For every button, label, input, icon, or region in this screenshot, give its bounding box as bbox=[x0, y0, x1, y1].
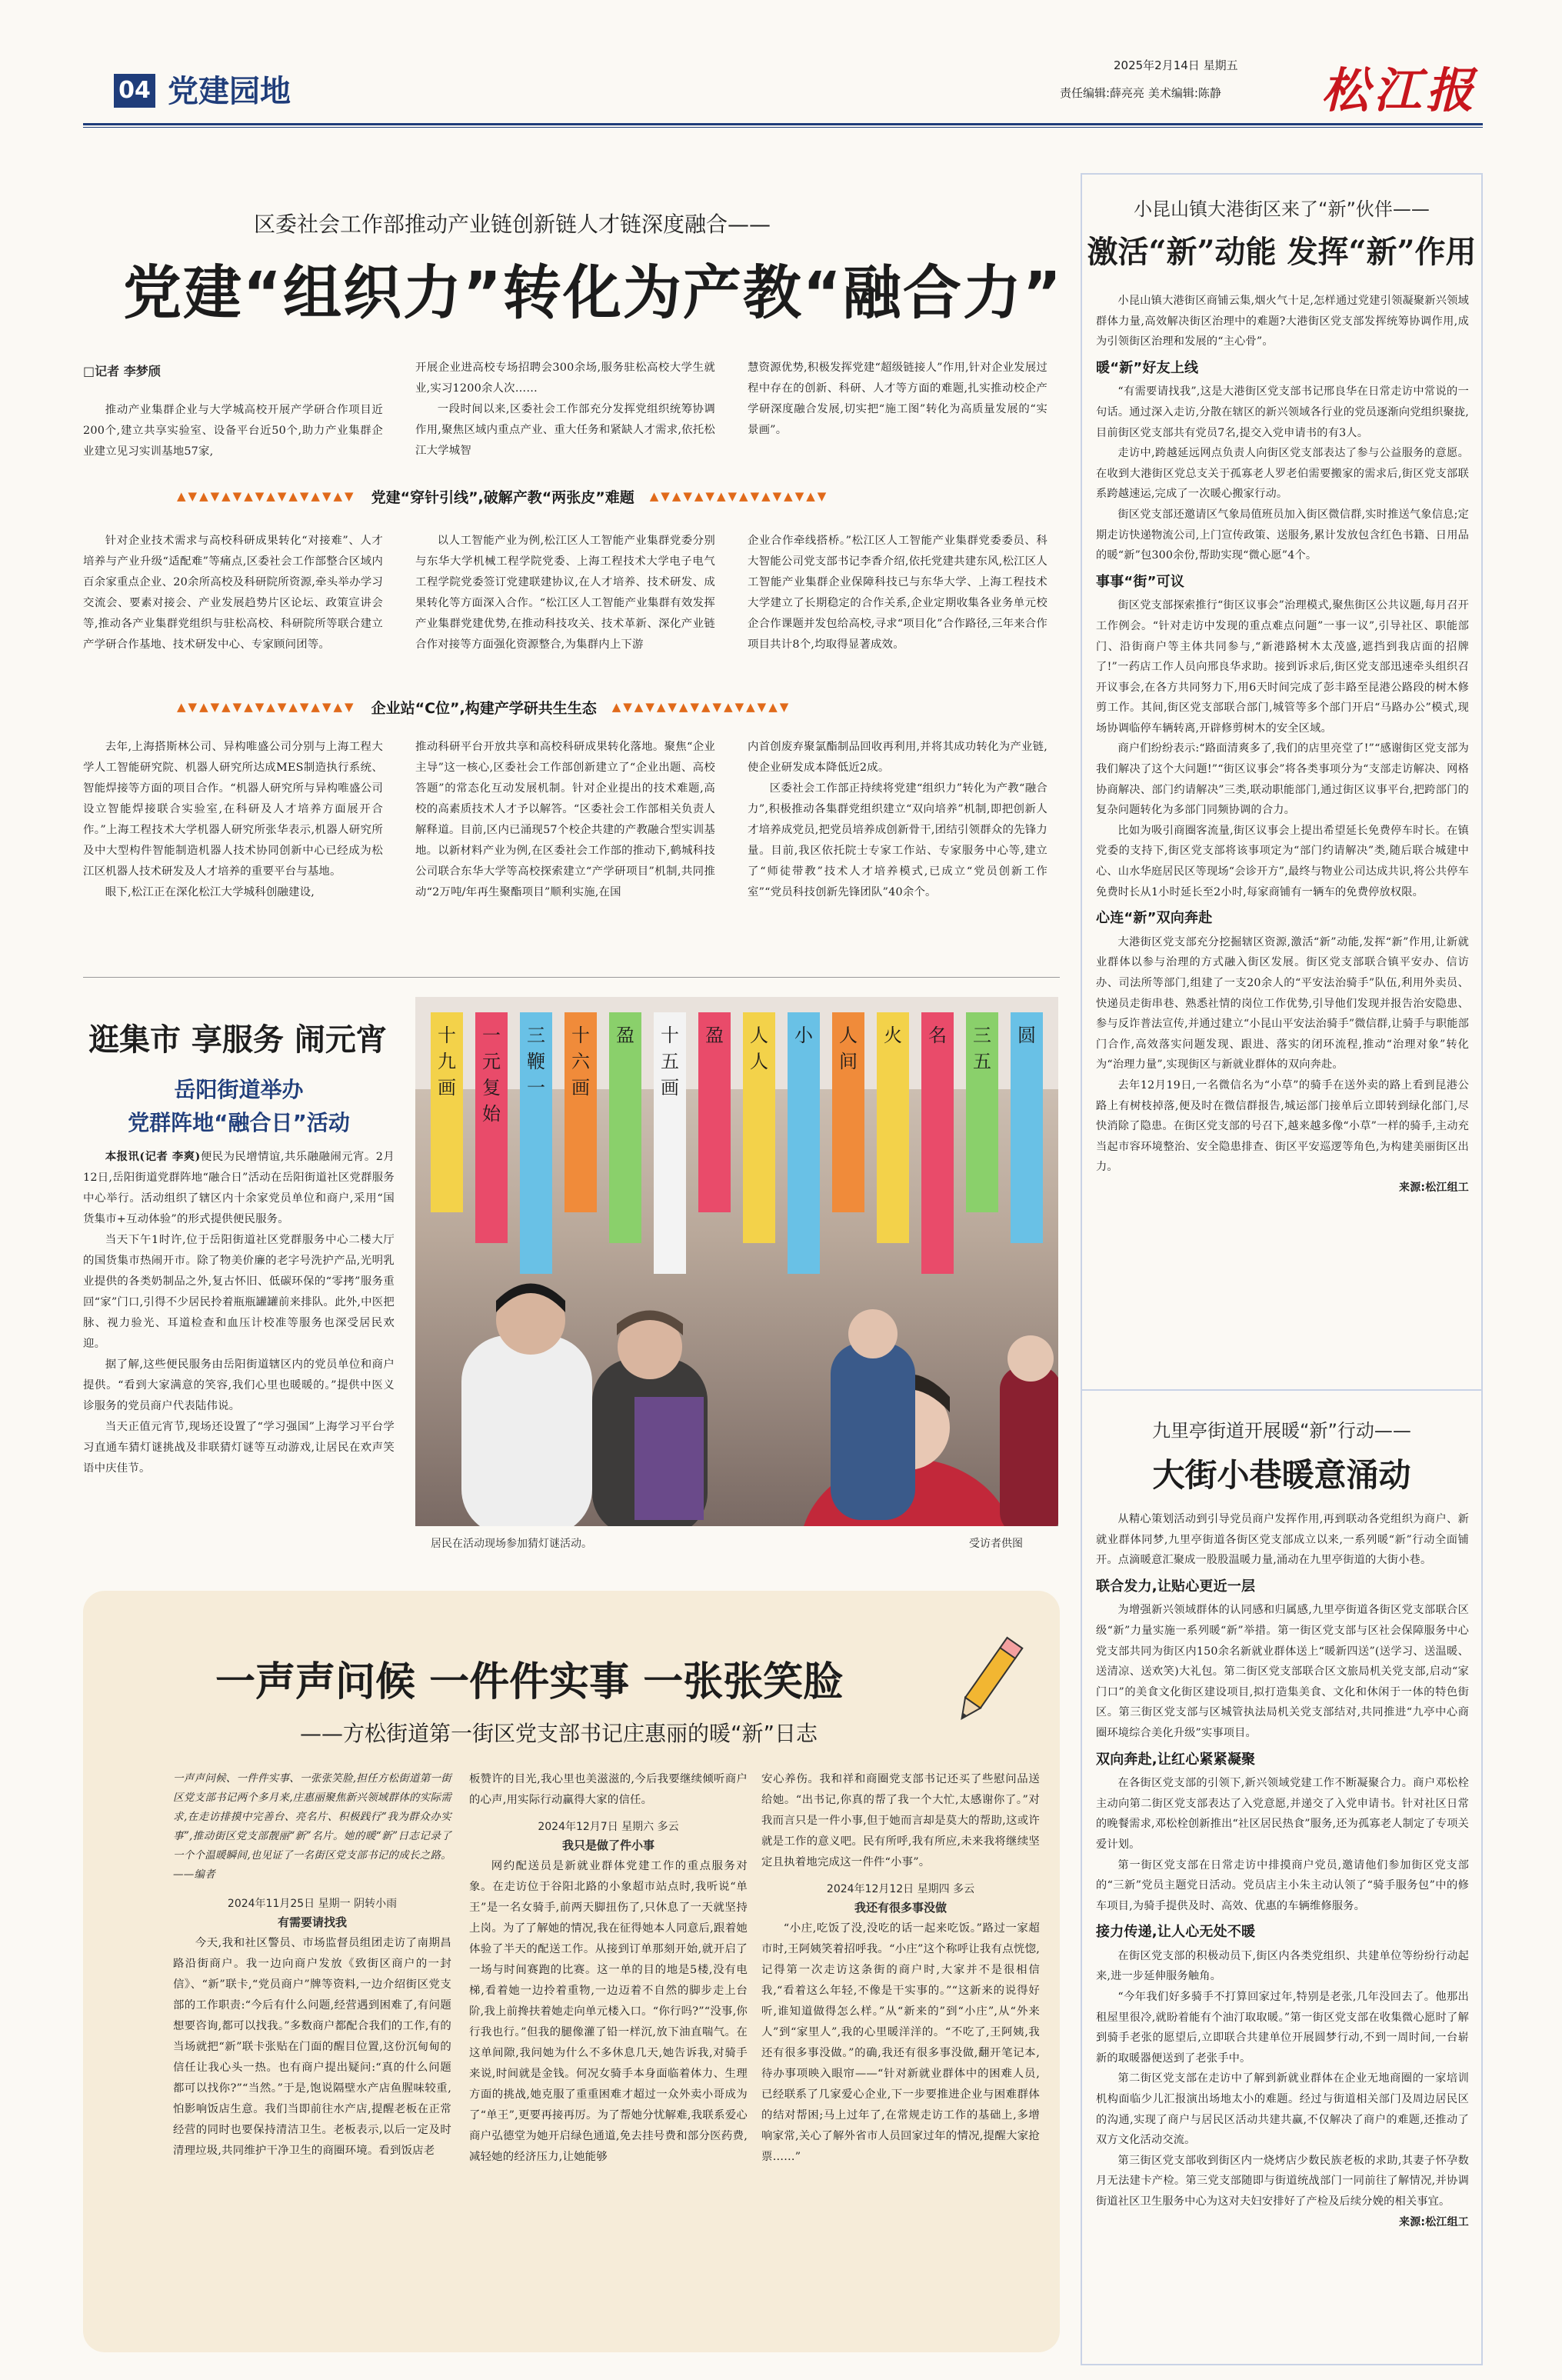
lantern-riddle-char: 盈 bbox=[616, 1025, 634, 1046]
lantern-riddle-char: 画 bbox=[661, 1077, 679, 1098]
lantern-riddle-char: 始 bbox=[482, 1103, 501, 1125]
right-top-source: 来源:松江组工 bbox=[1399, 1181, 1469, 1194]
right-bottom-headline: 大街小巷暖意涌动 bbox=[1152, 1456, 1411, 1494]
entry-2-date: 2024年12月7日 星期六 多云 bbox=[538, 1821, 679, 1833]
lantern-riddle-char: 鞭 bbox=[527, 1051, 545, 1072]
triangle-decoration: ▲▼▲▼▲▼▲▼▲▼▲▼▲▼▲▼ bbox=[177, 700, 356, 714]
market-headline: 逛集市 享服务 闹元宵 bbox=[88, 1022, 387, 1058]
main-article-headline: 党建“组织力”转化为产教“融合力” bbox=[123, 258, 1063, 327]
photo-credit: 受访者供图 bbox=[969, 1538, 1023, 1550]
issue-date: 2025年2月14日 星期五 bbox=[1114, 58, 1238, 72]
diary-intro: 一声声问候、一件件实事、一张张笑脸,担任方松街道第一街区党支部书记两个多月来,庄惠丽聚焦新兴领域群体的实际需求,在走访排摸中完善台、亮名片、积极践行“我为群众办实事”,推动街区党支部靓丽“新”名片。她的暖“新”日志记录了一个个温暖瞬间,也见证了一名街区党支部书记的成长之路。——编者 bbox=[173, 1772, 451, 1881]
lantern-riddle-char: 画 bbox=[571, 1077, 590, 1098]
lantern-riddle-char: 间 bbox=[839, 1051, 858, 1072]
right-top-h2: 事事“街”可议 bbox=[1096, 573, 1185, 590]
header-rule bbox=[83, 123, 1483, 125]
entry-3-body: “小庄,吃饭了没,没吃的话一起来吃饭。”路过一家超市时,王阿姨笑着招呼我。“小庄”这个称呼让我有点恍惚,记得第一次走访这条街的商户时,大家并不是很相信我,“看着这么年轻,不像是干实事的。”“这新来的说得好听,谁知道做得怎么样。”从“新来的”到“小庄”,从“外来人”到“家里人”,我的心里暖洋洋的。“不吃了,王阿姨,我还有很多事没做。”的确,我还有很多事没做,翻开笔记本,待办事项映入眼帘——“针对新就业群体中的困难人员,已经联系了几家爱心企业,下一步要推进企业与困难群体的结对帮困;马上过年了,在常规走访工作的基础上,多增响家常,关心了解外省市人员回家过年的情况,提醒大家抢票……” bbox=[761, 1922, 1040, 2163]
page-header bbox=[83, 51, 1483, 120]
entry-3-title: 我还有很多事没做 bbox=[854, 1901, 947, 1915]
right-top-kicker: 小昆山镇大港街区来了“新”伙伴—— bbox=[1134, 198, 1430, 220]
right-bottom-h3: 接力传递,让人心无处不暖 bbox=[1096, 1924, 1256, 1941]
entry-1-title: 有需要请找我 bbox=[277, 1915, 347, 1929]
lantern-banner bbox=[475, 1012, 508, 1243]
s1-col1: 针对企业技术需求与高校科研成果转化“对接难”、人才培养与产业升级“适配难”等痛点,区委社会工作部整合区域内百余家重点企业、20余所高校及科研院所资源,牵头举办学习交流会、要素对接会、产业发展趋势片区论坛、政策宣讲会等,推动各产业集群党组织与驻松高校、科研院所等联合建立产学研合作基地、技术研发中心、专家顾问团等。 bbox=[83, 535, 383, 651]
main-article-kicker: 区委社会工作部推动产业链创新链人才链深度融合—— bbox=[254, 212, 771, 237]
lantern-riddle-photo bbox=[415, 997, 1058, 1526]
lantern-banner bbox=[1011, 1012, 1043, 1243]
triangle-decoration: ▲▼▲▼▲▼▲▼▲▼▲▼▲▼▲▼ bbox=[177, 489, 356, 503]
lantern-riddle-char: 一 bbox=[482, 1025, 501, 1046]
lantern-riddle-char: 五 bbox=[661, 1051, 679, 1072]
lantern-riddle-char: 一 bbox=[527, 1077, 545, 1098]
main-intro-col3: 慧资源优势,积极发挥党建“超级链接人”作用,针对企业发展过程中存在的创新、科研、人才等方面的难题,扎实推动校企产学研深度融合发展,切实把“施工图”转化为高质量发展的“实景画”。 bbox=[748, 362, 1047, 436]
diary-col2 bbox=[469, 1769, 748, 2168]
section-title: 党建园地 bbox=[168, 74, 291, 109]
lantern-riddle-char: 人 bbox=[750, 1025, 768, 1046]
lantern-riddle-char: 复 bbox=[482, 1077, 501, 1098]
lantern-riddle-char: 六 bbox=[571, 1051, 590, 1072]
subhead-2: 企业站“C位”,构建产学研共生生态 bbox=[371, 699, 597, 717]
diary-subhead: ——方松街道第一街区党支部书记庄惠丽的暖“新”日志 bbox=[300, 1721, 818, 1746]
entry-1-date: 2024年11月25日 星期一 阴转小雨 bbox=[227, 1898, 398, 1910]
page-number: 04 bbox=[114, 74, 155, 108]
lantern-riddle-char: 十 bbox=[661, 1025, 679, 1046]
subhead-1: 党建“穿针引线”,破解产教“两张皮”难题 bbox=[371, 488, 634, 506]
lantern-riddle-char: 五 bbox=[973, 1051, 991, 1072]
s1-col2: 以人工智能产业为例,松江区人工智能产业集群党委分别与东华大学机械工程学院党委、上海工程技术大学电子电气工程学院党委签订党建联建协议,在人才培养、技术研发、成果转化等方面深入合作。“松江区人工智能产业集群有效发挥产业集群党建优势,在推动科技攻关、技术革新、深化产业链合作对接等方面强化资源整合,为集群内上下游 bbox=[415, 535, 715, 651]
lantern-riddle-char: 十 bbox=[571, 1025, 590, 1046]
triangle-decoration: ▲▼▲▼▲▼▲▼▲▼▲▼▲▼▲▼ bbox=[611, 700, 791, 714]
right-top-headline: 激活“新”动能 发挥“新”作用 bbox=[1087, 234, 1477, 270]
triangle-decoration: ▲▼▲▼▲▼▲▼▲▼▲▼▲▼▲▼ bbox=[649, 489, 829, 503]
right-top-h1: 暖“新”好友上线 bbox=[1096, 359, 1199, 376]
main-intro-col2: 开展企业进高校专场招聘会300余场,服务驻松高校大学生就业,实习1200余人次…… 一段时间以来,区委社会工作部充分发挥党组织统筹协调作用,聚焦区域内重点产业、重大任务和紧缺人才需求,依托松江大学城智 bbox=[415, 362, 715, 457]
photo-illustration bbox=[415, 997, 1058, 1526]
subhead-2-bar bbox=[177, 694, 1046, 720]
lantern-banner bbox=[877, 1012, 909, 1243]
lantern-riddle-char: 九 bbox=[438, 1051, 456, 1072]
editors-line: 责任编辑:薛亮亮 美术编辑:陈静 bbox=[1060, 86, 1221, 100]
entry-2-body: 网约配送员是新就业群体党建工作的重点服务对象。在走访位于谷阳北路的小象超市站点时,我听说“单王”是一名女骑手,前两天脚扭伤了,只休息了一天就坚持上岗。为了了解她的情况,我在征得她本人同意后,跟着她体验了半天的配送工作。从接到订单那刻开始,就开启了一场与时间赛跑的比赛。这一单的目的地是5楼,没有电梯,看着她一边拎着重物,一边迈着不自然的脚步走上台阶,我上前搀扶着她走向单元楼入口。“你行吗?”“没事,你行我也行。”但我的腿像灌了铅一样沉,放下油直喘气。在这单间隙,我问她为什么不多休息几天,她告诉我,对骑手来说,时间就是金钱。何况女骑手本身面临着体力、生理方面的挑战,她克服了重重困难才超过一众外卖小哥成为了“单王”,更要再接再厉。为了帮她分忧解难,我联系爱心商户弘德堂为她开启绿色通道,免去挂号费和部分医药费,减轻她的经济压力,让她能够 bbox=[469, 1860, 748, 2163]
market-deck-1: 岳阳街道举办 bbox=[174, 1077, 304, 1102]
right-bottom-h1: 联合发力,让贴心更近一层 bbox=[1096, 1578, 1256, 1595]
market-body: 本报讯(记者 李爽)便民为民增情谊,共乐融融闹元宵。2月12日,岳阳街道党群阵地“融合日”活动在岳阳街道社区党群服务中心举行。活动组织了辖区内十余家党员单位和商户,采用“国货集市+互动体验”的形式提供便民服务。 当天下午1时许,位于岳阳街道社区党群服务中心二楼大厅的国货集市热闹开市。除了物美价廉的老字号洗护产品,光明乳业提供的各类奶制品之外,复古怀旧、低碳环保的“零拷”服务重回“家”门口,引得不少居民拎着瓶瓶罐罐前来排队。此外,中医把脉、视力验光、耳道检查和血压计校准等服务也深受居民欢迎。 据了解,这些便民服务由岳阳街道辖区内的党员单位和商户提供。“看到大家满意的笑容,我们心里也暖暖的。”提供中医义诊服务的党员商户代表陆伟说。 当天正值元宵节,现场还设置了“学习强国”上海学习平台学习直通车猜灯谜挑战及非联猜灯谜等互动游戏,让居民在欢声笑语中庆佳节。 bbox=[83, 1150, 395, 1475]
newspaper-logo: 松江报 bbox=[1321, 62, 1479, 118]
s2-col1: 去年,上海搭斯林公司、异构唯盛公司分别与上海工程大学人工智能研究院、机器人研究所达成MES制造执行系统、智能焊接等方面的项目合作。“机器人研究所与异构唯盛公司设立智能焊接联合实验室,在科研及人才培养方面展开合作。”上海工程技术大学机器人研究所张华表示,机器人研究所及中大型构件智能制造机器人技术协同创新中心已经成为松江区机器人技术研发及人才培养的重要平台与基地。 眼下,松江正在深化松江大学城科创融建设, bbox=[83, 741, 383, 898]
lantern-banner bbox=[921, 1012, 954, 1274]
right-top-body: 小昆山镇大港街区商铺云集,烟火气十足,怎样通过党建引领凝聚新兴领域群体力量,高效解决街区治理中的难题?大港街区党支部发挥统筹协调作用,成为引领街区治理和发展的“主心骨”。 暖“新”好友上线 “有需要请找我”,这是大港街区党支部书记邢良华在日常走访中常说的一句话。通过深入走访,分散在辖区的新兴领域各行业的党员逐渐向党组织聚拢,目前街区党支部共有党员7名,提交入党申请书的有3人。 走访中,跨越延远网点负责人向街区党支部表达了参与公益服务的意愿。在收到大港街区党总支关于孤寡老人罗老伯需要搬家的需求后,街区党支部联系跨越速运,完成了一次暖心搬家行动。 街区党支部还邀请区气象局值班员加入街区微信群,实时推送气象信息;定期走访快递物流公司,上门宣传政策、送服务,累计发放包含红色书籍、日用品的暖“新”包300余份,帮助实现“微心愿”4个。 事事“街”可议 街区党支部探索推行“街区议事会”治理模式,聚焦街区公共议题,每月召开工作例会。“针对走访中发现的重点难点问题”一事一议”,引导社区、职能部门、沿街商户等主体共同参与,“新港路树木太茂盛,遮挡到我店面的招牌了!”一药店工作人员向邢良华求助。接到诉求后,街区党支部迅速牵头组织召开议事会,在各方共同努力下,用6天时间完成了彭丰路至昆港公路段的树木修剪工作。其间,街区党支部联合部门,城管等多个部门开启“马路办公”模式,现场协调临停车辆转离,开辟修剪树木的安全区域。 商户们纷纷表示:“路面清爽多了,我们的店里亮堂了!”“感谢街区党支部为我们解决了这个大问题!”“街区议事会”将各类事项分为“支部走访解决、网格协商解决、部门约请解决”三类,联动职能部门,通过街区议事平台,把跨部门的复杂问题转化为多部门同频协调的合力。 比如为吸引商圈客流量,街区议事会上提出希望延长免费停车时长。在镇党委的支持下,街区党支部将该事项定为“部门约请解决”类,随后联合城建中心、山水华庭居民区等现场“会诊开方”,最终与物业公司达成共识,将公共停车免费时长从1小时延长至2小时,每家商铺有一辆车的免费停放权限。 心连“新”双向奔赴 大港街区党支部充分挖掘辖区资源,激活“新”动能,发挥“新”作用,让新就业群体以参与治理的方式融入街区发展。街区党支部联合镇平安办、信访办、司法所等部门,组建了一支20余人的“平安法治骑手”队伍,利用外卖员、快递员走街串巷、熟悉社情的岗位工作优势,引导他们发现并报告治安隐患、参与反诈普法宣传,并通过建立“小昆山平安法治骑手”微信群,让骑手与职能部门合作,高效落实问题发现、跟进、落实的闭环流程,推动“治理对象”转化为“治理力量”,实现街区与新就业群体的双向奔赴。 去年12月19日,一名微信名为“小草”的骑手在送外卖的路上看到昆港公路上有树枝掉落,便及时在微信群报告,城运部门接单后立即转到绿化部门,尽快消除了隐患。在街区党支部的号召下,越来越多像“小草”一样的骑手,主动充当起市容环境整治、安全隐患排查、街区平安巡逻等角色,为构建美丽街区出力。 来源:松江组工 bbox=[1096, 291, 1469, 1198]
market-deck-2: 党群阵地“融合日”活动 bbox=[128, 1110, 350, 1135]
right-bottom-h2: 双向奔赴,让红心紧紧凝聚 bbox=[1096, 1751, 1256, 1768]
lantern-riddle-char: 小 bbox=[794, 1025, 813, 1046]
entry-3-date: 2024年12月12日 星期四 多云 bbox=[826, 1883, 975, 1895]
lantern-riddle-char: 名 bbox=[928, 1025, 947, 1046]
lantern-riddle-char: 三 bbox=[527, 1025, 545, 1046]
diary-col1 bbox=[173, 1769, 451, 2162]
right-bottom-kicker: 九里亭街道开展暖“新”行动—— bbox=[1152, 1420, 1411, 1442]
pencil-icon bbox=[950, 1631, 1027, 1734]
right-top-h3: 心连“新”双向奔赴 bbox=[1096, 910, 1213, 927]
entry-1-body: 今天,我和社区警员、市场监督员组团走访了南期昌路沿街商户。我一边向商户发放《致街区商户的一封信》、“新”联卡,“党员商户”牌等资料,一边介绍街区党支部的工作职责:“今后有什么问题,经营遇到困难了,有问题想要咨询,都可以找我。”多数商户都配合我们的工作,有的当场就把“新”联卡张贴在门面的醒目位置,这份沉甸甸的信任让我心头一热。也有商户提出疑问:“真的什么问题都可以找你?”“当然。”于是,饱说隔壁水产店鱼腥味较重,怕影响饭店生意。我们当即前往水产店,提醒老板在正常经营的同时也要保持清洁卫生。老板表示,以后一定及时清理垃圾,共同维护干净卫生的商圈环境。看到饭店老 bbox=[173, 1937, 451, 2157]
entry-2-body-cont: 安心养伤。我和祥和商圈党支部书记还买了些慰问品送给她。“出书记,你真的帮了我一个大忙,太感谢你了。”对我而言只是一件小事,但于她而言却是莫大的帮助,这或许就是工作的意义吧。民有所呼,我有所应,未来我将继续坚定且执着地完成这一件件“小事”。 bbox=[761, 1773, 1040, 1868]
right-bottom-body: 从精心策划活动到引导党员商户发挥作用,再到联动各党组织为商户、新就业群体同梦,九里亭街道各街区党支部成立以来,一系列暖“新”行动全面铺开。点滴暖意汇聚成一股股温暖力量,涌动在九里亭街道的大街小巷。 联合发力,让贴心更近一层 为增强新兴领域群体的认同感和归属感,九里亭街道各街区党支部联合区级“新”力量实施一系列暖“新”举措。第一街区党支部与区社会保障服务中心党支部共同为街区内150余名新就业群体送上“暖新四送”(送学习、送温暖、送清凉、送欢笑)大礼包。第二街区党支部联合区文旅局机关党支部,启动“家门口”的美食文化街区建设项目,拟打造集美食、文化和休闲于一体的特色街区。第三街区党支部与区城管执法局机关党支部结对,共同推进“九亭中心商圈环境综合美化升级”实事项目。 双向奔赴,让红心紧紧凝聚 在各街区党支部的引领下,新兴领域党建工作不断凝聚合力。商户邓松栓主动向第二街区党支部表达了入党意愿,并递交了入党申请书。针对社区日常的晚餐需求,邓松栓创新推出“社区居民热食”服务,还为孤寡老人制定了专项关爱计划。 第一街区党支部在日常走访中排摸商户党员,邀请他们参加街区党支部的“三新”党员主题党日活动。党员店主小朱主动认领了“骑手服务包”中的修车项目,为骑手提供及时、高效、优惠的车辆维修服务。 接力传递,让人心无处不暖 在街区党支部的积极动员下,街区内各类党组织、共建单位等纷纷行动起来,进一步延伸服务触角。 “今年我们好多骑手不打算回家过年,特别是老张,几年没回去了。他那出租屋里很冷,就盼着能有个油汀取取暖。”第一街区党支部在收集微心愿时了解到骑手老张的愿望后,立即联合共建单位开展圆梦行动,不到一周时间,一台崭新的取暖器便送到了老张手中。 第二街区党支部在走访中了解到新就业群体在企业无地商圈的一家培训机构面临少儿汇报演出场地太小的难题。经过与街道相关部门及周边居民区的沟通,实现了商户与居民区活动共建共赢,不仅解决了商户的难题,还推动了双方文化活动交流。 第三街区党支部收到街区内一烧烤店少数民族老板的求助,其妻子怀孕数月无法建卡产检。第三党支部随即与街道统战部门一同前往了解情况,并协调街道社区卫生服务中心为这对夫妇安排好了产检及后续分娩的相关事宜。 来源:松江组工 bbox=[1096, 1509, 1469, 2232]
lantern-riddle-char: 盈 bbox=[705, 1025, 724, 1046]
s2-col2: 推动科研平台开放共享和高校科研成果转化落地。聚焦“企业主导”这一核心,区委社会工作部创新建立了“企业出题、高校答题”的常态化互动发展机制。针对企业提出的技术难题,高校的高素质技术人才予以解答。“区委社会工作部相关负责人解释道。目前,区内已涌现57个校企共建的产教融合型实训基地。以新材料产业为例,在区委社会工作部的推动下,鹤城科技公司联合东华大学等高校探索建立“产学研项目”机制,共同推动“2万吨/年再生聚酯项目”顺利实施,在国 bbox=[415, 741, 715, 898]
entry-1-body-cont: 板赞许的目光,我心里也美滋滋的,今后我要继续倾听商户的心声,用实际行动赢得大家的信任。 bbox=[469, 1773, 748, 1806]
lantern-riddle-char: 三 bbox=[973, 1025, 991, 1046]
lantern-banner bbox=[788, 1012, 820, 1274]
main-intro-col1: 推动产业集群企业与大学城高校开展产学研合作项目近200个,建立共享实验室、设备平台近50个,助力产业集群企业建立见习实训基地57家, bbox=[83, 404, 383, 458]
market-lead: 本报讯(记者 李爽) bbox=[105, 1150, 201, 1163]
lantern-banner bbox=[609, 1012, 641, 1243]
entry-2-title: 我只是做了件小事 bbox=[561, 1838, 654, 1852]
lantern-banner bbox=[743, 1012, 775, 1243]
lantern-riddle-char: 圆 bbox=[1017, 1025, 1036, 1046]
diary-headline: 一声声问候 一件件实事 一张张笑脸 bbox=[215, 1659, 844, 1705]
lantern-riddle-char: 画 bbox=[438, 1077, 456, 1098]
diary-col3 bbox=[761, 1769, 1040, 2168]
s2-col3: 内首创废弃聚氯酯制品回收再利用,并将其成功转化为产业链,使企业研发成本降低近2成。 区委社会工作部正持续将党建“组织力”转化为产教“融合力”,积极推动各集群党组织建立“双向培养”机制,即把创新人才培养成党员,把党员培养成创新骨干,团结引领群众的先锋力量。目前,我区依托院士专家工作站、专家服务中心等,建立了“师徒带教”技术人才培养模式,已成立“党员创新工作室”“党员科技创新先锋团队”40余个。 bbox=[748, 741, 1047, 898]
lantern-riddle-char: 人 bbox=[750, 1051, 768, 1072]
lantern-riddle-char: 元 bbox=[482, 1051, 501, 1072]
lantern-riddle-char: 人 bbox=[839, 1025, 858, 1046]
header-rule-thin bbox=[83, 127, 1483, 128]
s1-col3: 企业合作牵线搭桥。”松江区人工智能产业集群党委委员、科大智能公司党支部书记李香介绍,依托党建共建东风,松江区人工智能产业集群企业保障科技已与东华大学、上海工程技术大学建立了长期稳定的合作关系,企业定期收集各业务单元校企合作课题并发包给高校,寻求“项目化”合作路径,三年来合作项目共计8个,均取得显著成效。 bbox=[748, 535, 1047, 651]
lantern-riddle-char: 十 bbox=[438, 1025, 456, 1046]
right-divider bbox=[1081, 1389, 1483, 1391]
right-bottom-source: 来源:松江组工 bbox=[1399, 2215, 1469, 2228]
section-divider bbox=[83, 977, 1060, 978]
main-article-byline: □记者 李梦颀 bbox=[83, 364, 161, 378]
photo-caption: 居民在活动现场参加猜灯谜活动。 bbox=[431, 1538, 592, 1550]
subhead-1-bar bbox=[177, 483, 1046, 509]
lantern-riddle-char: 火 bbox=[884, 1025, 902, 1046]
